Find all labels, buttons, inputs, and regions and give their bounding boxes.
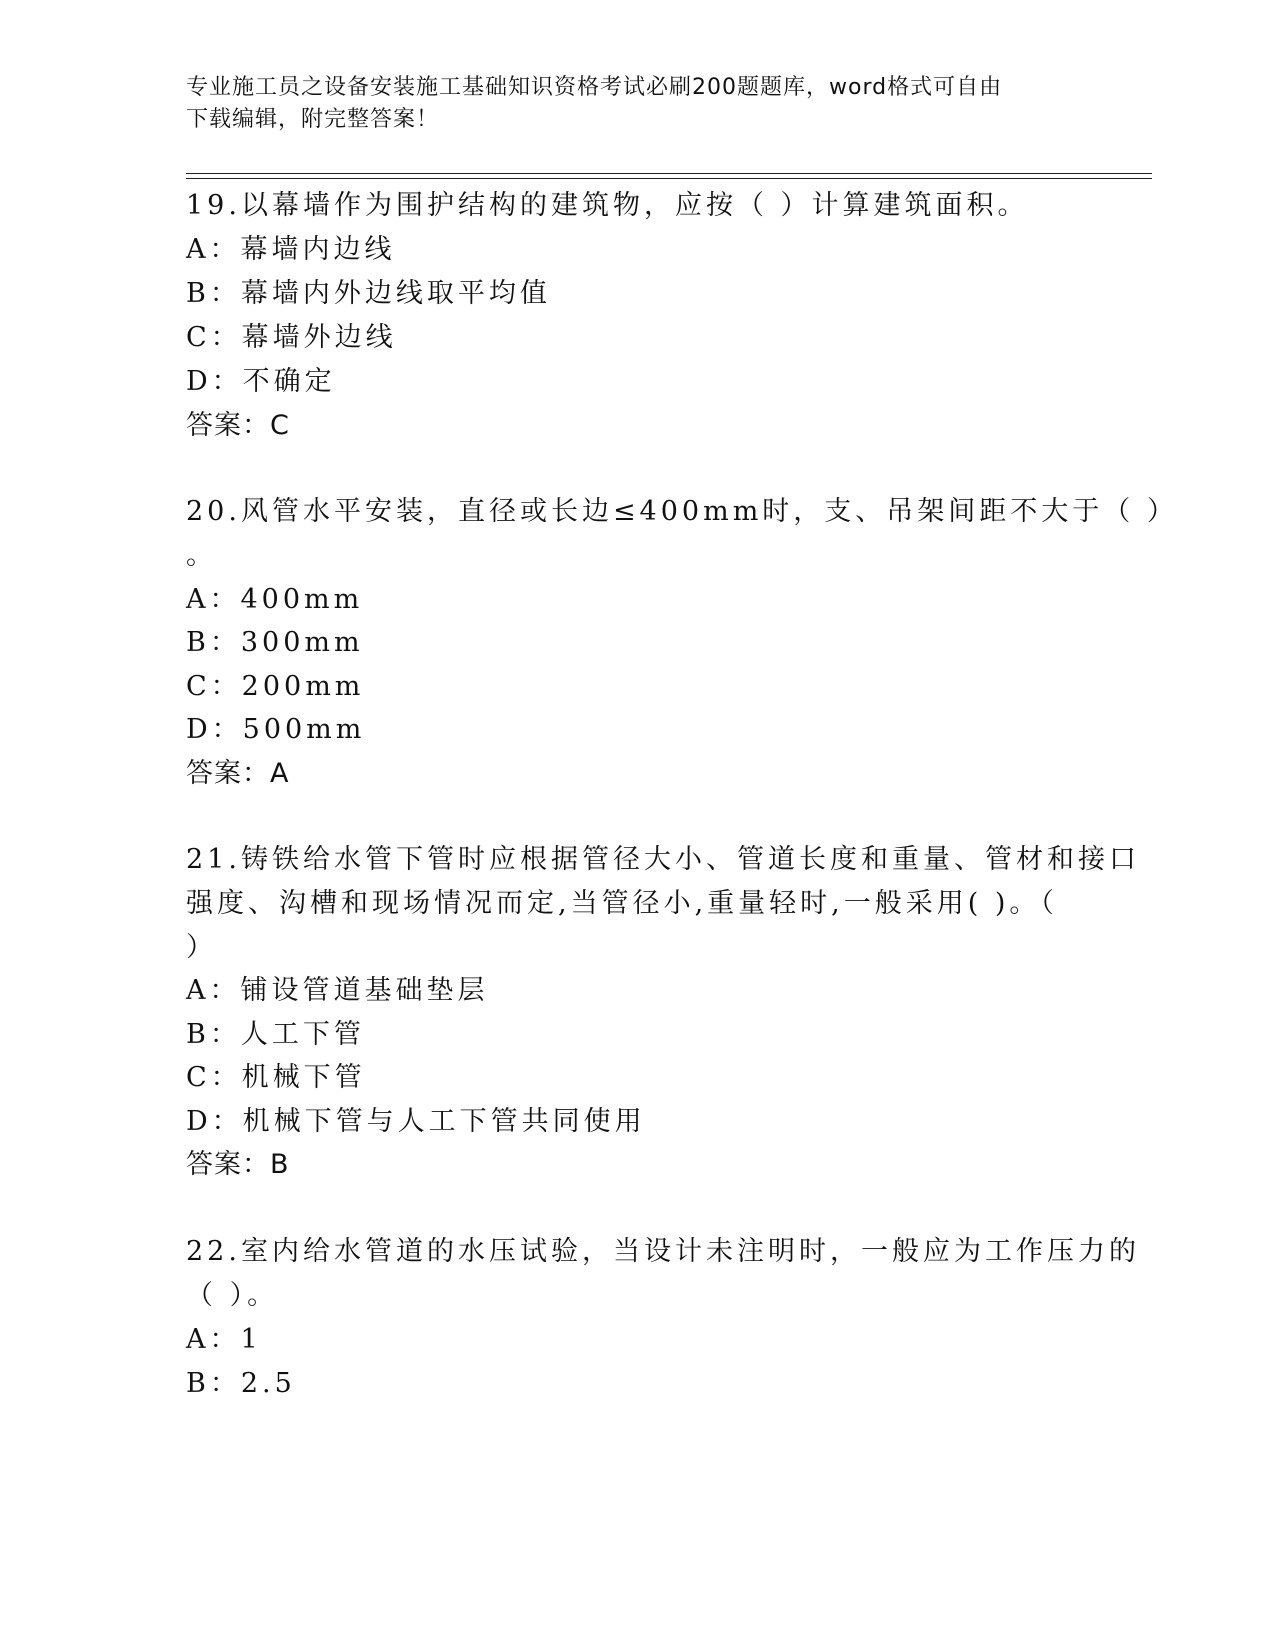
answer: 答案：A xyxy=(186,758,290,789)
question-stem-continued: ） xyxy=(186,932,217,963)
option-c: C：机械下管 xyxy=(186,1062,366,1093)
question-stem: 22.室内给水管道的水压试验，当设计未注明时，一般应为工作压力的 xyxy=(186,1236,1140,1267)
option-a: A：铺设管道基础垫层 xyxy=(186,975,489,1006)
option-b: B：人工下管 xyxy=(186,1019,365,1050)
document-title-line-1: 专业施工员之设备安装施工基础知识资格考试必刷200题题库，word格式可自由 xyxy=(186,75,1003,100)
option-b: B：300mm xyxy=(186,627,364,658)
option-b: B：2.5 xyxy=(186,1368,296,1399)
option-c: C：幕墙外边线 xyxy=(186,322,397,353)
option-b: B：幕墙内外边线取平均值 xyxy=(186,278,551,309)
option-d: D：500mm xyxy=(186,714,366,745)
option-a: A：幕墙内边线 xyxy=(186,234,396,265)
option-c: C：200mm xyxy=(186,671,365,702)
option-a: A：1 xyxy=(186,1324,262,1355)
question-stem-continued: 。 xyxy=(186,540,217,571)
header-rule-top xyxy=(186,173,1152,174)
question-stem: 21.铸铁给水管下管时应根据管径大小、管道长度和重量、管材和接口 xyxy=(186,844,1140,875)
option-d: D：机械下管与人工下管共同使用 xyxy=(186,1106,646,1137)
option-d: D：不确定 xyxy=(186,366,336,397)
question-stem-continued: 强度、沟槽和现场情况而定,当管径小,重量轻时,一般采用( )。（ xyxy=(186,888,1058,919)
answer: 答案：B xyxy=(186,1149,290,1180)
header-rule-bottom xyxy=(186,178,1152,179)
question-stem: 19.以幕墙作为围护结构的建筑物，应按（ ）计算建筑面积。 xyxy=(186,190,1029,221)
option-a: A：400mm xyxy=(186,584,364,615)
document-title-line-2: 下载编辑，附完整答案！ xyxy=(186,107,440,132)
question-stem-continued: （ ）。 xyxy=(186,1280,279,1311)
question-stem: 20.风管水平安装，直径或长边≤400mm时，支、吊架间距不大于（ ） xyxy=(186,496,1178,527)
answer: 答案：C xyxy=(186,410,290,441)
